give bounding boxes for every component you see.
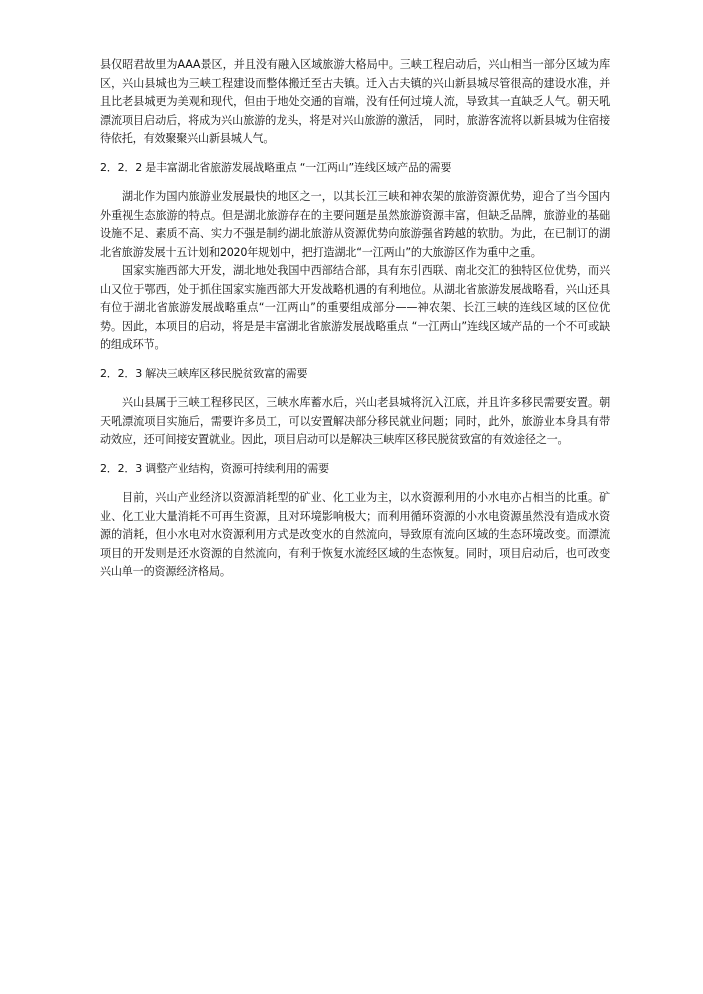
section-2-2-2-paragraph-1: 湖北作为国内旅游业发展最快的地区之一，以其长江三峡和神农架的旅游资源优势，迎合了当今国内外重视生态旅游的特点。但是湖北旅游存在的主要问题是虽然旅游资源丰富，但缺乏品牌，旅游业的基础设施不足、素质不高、实力不强是制约湖北旅游从资源优势向旅游强省跨越的软肋。为此，在已制订的湖北省旅游发展十五计划和2020年规划中，把打造湖北“一江两山”的大旅游区作为重中之重。 <box>100 190 610 259</box>
section-2-2-3-industry-paragraph: 目前，兴山产业经济以资源消耗型的矿业、化工业为主，以水资源利用的小水电亦占相当的比重。矿业、化工业大量消耗不可再生资源，且对环境影响极大；而利用循环资源的小水电资源虽然没有造成水资源的消耗，但小水电对水资源利用方式是改变水的自然流向，导致原有流向区域的生态环境改变。而漂流项目的开发则是还水资源的自然流向，有利于恢复水流经区域的生态恢复。同时，项目启动后，也可改变兴山单一的资源经济格局。 <box>100 491 610 578</box>
intro-paragraph: 县仅昭君故里为AAA景区，并且没有融入区域旅游大格局中。三峡工程启动后，兴山相当一部分区域为库区，兴山县城也为三峡工程建设而整体搬迁至古夫镇。迁入古夫镇的兴山新县城尽管很高的建设水准，并且比老县城更为美观和现代，但由于地处交通的盲端，没有任何过境人流，导致其一直缺乏人气。朝天吼漂流项目启动后，将成为兴山旅游的龙头，将是对兴山旅游的激活， 同时，旅游客流将以新县城为住宿接待依托，有效聚聚兴山新县城人气。 <box>100 58 610 145</box>
section-heading-2-2-2: 2．2．2 是丰富湖北省旅游发展战略重点 “一江两山”连线区域产品的需要 <box>100 160 452 174</box>
section-heading-2-2-3-relocation: 2．2．3 解决三峡库区移民脱贫致富的需要 <box>100 366 308 380</box>
section-2-2-2-paragraph-2: 国家实施西部大开发，湖北地处我国中西部结合部，具有东引西联、南北交汇的独特区位优势，而兴山又位于鄂西，处于抓住国家实施西部大开发战略机遇的有利地位。从湖北省旅游发展战略看，兴山还具有位于湖北省旅游发展战略重点“一江两山”的重要组成部分——神农架、长江三峡的连线区域的区位优势。因此，本项目的启动，将是是丰富湖北省旅游发展战略重点 “一江两山”连线区域产品的一个不可或缺的组成环节。 <box>100 264 610 351</box>
section-heading-2-2-3-industry: 2．2．3 调整产业结构，资源可持续利用的需要 <box>100 461 329 475</box>
document-page <box>100 56 610 582</box>
section-2-2-3-relocation-paragraph: 兴山县属于三峡工程移民区，三峡水库蓄水后，兴山老县城将沉入江底，并且许多移民需要安置。朝天吼漂流项目实施后，需要许多员工，可以安置解决部分移民就业问题；同时，此外，旅游业本身具有带动效应，还可间接安置就业。因此，项目启动可以是解决三峡库区移民脱贫致富的有效途径之一。 <box>100 396 610 446</box>
